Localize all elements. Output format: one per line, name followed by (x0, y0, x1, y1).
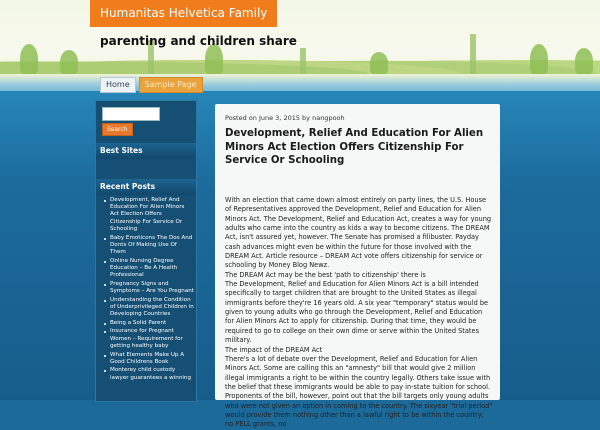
post-paragraph: There's a lot of debate over the Development, Relief and Education for Alien Minors Act. Some are calling this an "amnesty" bill that would give 2 million illegal immigrants a right to be within the country legally. Others take issue with the belief that these immigrants would be able to pay in-state tuition for school. Proponents of the bill, however, point out that the bill targets only young adults who were not given an option in coming to the country. The sixyear "trial period" would provide them nothing other than a lawful right to be within the country; no PELL grants, no (225, 354, 493, 429)
recent-post-link[interactable]: What Elements Make Up A Good Childrens Book (100, 352, 194, 366)
scenery-tree (370, 52, 388, 74)
search-button[interactable]: Search (102, 123, 133, 136)
recent-posts-list (100, 197, 194, 383)
scenery-tree (205, 44, 223, 74)
post-article (215, 104, 500, 429)
recent-post-link[interactable]: Insurance for Pregnant Women – Requirement for getting healthy baby (100, 328, 194, 350)
recent-post-link[interactable]: Online Nursing Degree Education – Be A Health Professional (100, 258, 194, 280)
recent-post-link[interactable]: Being a Solid Parent (100, 320, 194, 327)
recent-post-link[interactable]: Baby Emoticons The Dos And Donts Of Making Use Of Them (100, 235, 194, 257)
nav-item-home[interactable]: Home (100, 77, 136, 93)
sidebar (95, 100, 197, 402)
recent-post-link[interactable]: Development, Relief And Education For Alien Minors Act Election Offers Citizenship For Service Or Schooling (100, 197, 194, 233)
widget-title-best-sites: Best Sites (96, 143, 196, 159)
search-input[interactable] (102, 107, 160, 121)
post-body (225, 196, 493, 430)
main-nav (100, 77, 206, 93)
scenery-tree (60, 50, 78, 74)
widget-title-recent-posts: Recent Posts (96, 179, 196, 195)
site-title[interactable]: Humanitas Helvetica Family (90, 0, 277, 27)
scenery-tree (575, 48, 593, 74)
post-paragraph: With an election that came down almost entirely on party lines, the U.S. House of Representatives approved the Development, Relief and Education for Alien Minors Act. The Development, Relief and Education Act, creates a way for young adults who came into the country as kids a way to become citizens. The DREAM Act, isn't assured yet, however. The Senate has promised a filibuster. Payday cash advances might even be within the future for those involved with the DREAM Act. Article resource – DREAM Act vote offers citizenship for service or schooling by Money Blog Newz. (225, 196, 492, 270)
scenery-tree (20, 44, 38, 74)
recent-post-link[interactable]: Understanding the Condition of Underprivileged Children in Developing Countries (100, 297, 194, 319)
post-meta: Posted on June 3, 2015 by nangpooh (225, 114, 345, 122)
post-paragraph: The Development, Relief and Education for Alien Minors Act is a bill intended specifically to target children that are brought to the United States as illegal immigrants before they're 16 years old. A six year "temporary" status would be given to young adults who go through the Development, Relief and Education for Alien Minors Act to apply for citizenship. During that time, they would be required to go to college on their own dime or serve within the United States military. (225, 280, 489, 345)
nav-item-sample-page[interactable]: Sample Page (139, 77, 203, 93)
recent-post-link[interactable]: Pregnancy Signs and Symptoms – Are You Pregnant (100, 281, 194, 295)
scenery-tree (530, 44, 548, 74)
post-paragraph: The impact of the DREAM Act (225, 345, 323, 354)
scenery-tower (300, 48, 306, 74)
scenery-tower (470, 34, 476, 74)
post-title[interactable]: Development, Relief And Education For Alien Minors Act Election Offers Citizenship For Service Or Schooling (225, 128, 484, 166)
recent-post-link[interactable]: Monterey child custody lawyer guarantees a winning (100, 367, 194, 381)
site-tagline: parenting and children share (100, 34, 297, 48)
post-paragraph: The DREAM Act may be the best 'path to citizenship' there is (225, 270, 426, 279)
